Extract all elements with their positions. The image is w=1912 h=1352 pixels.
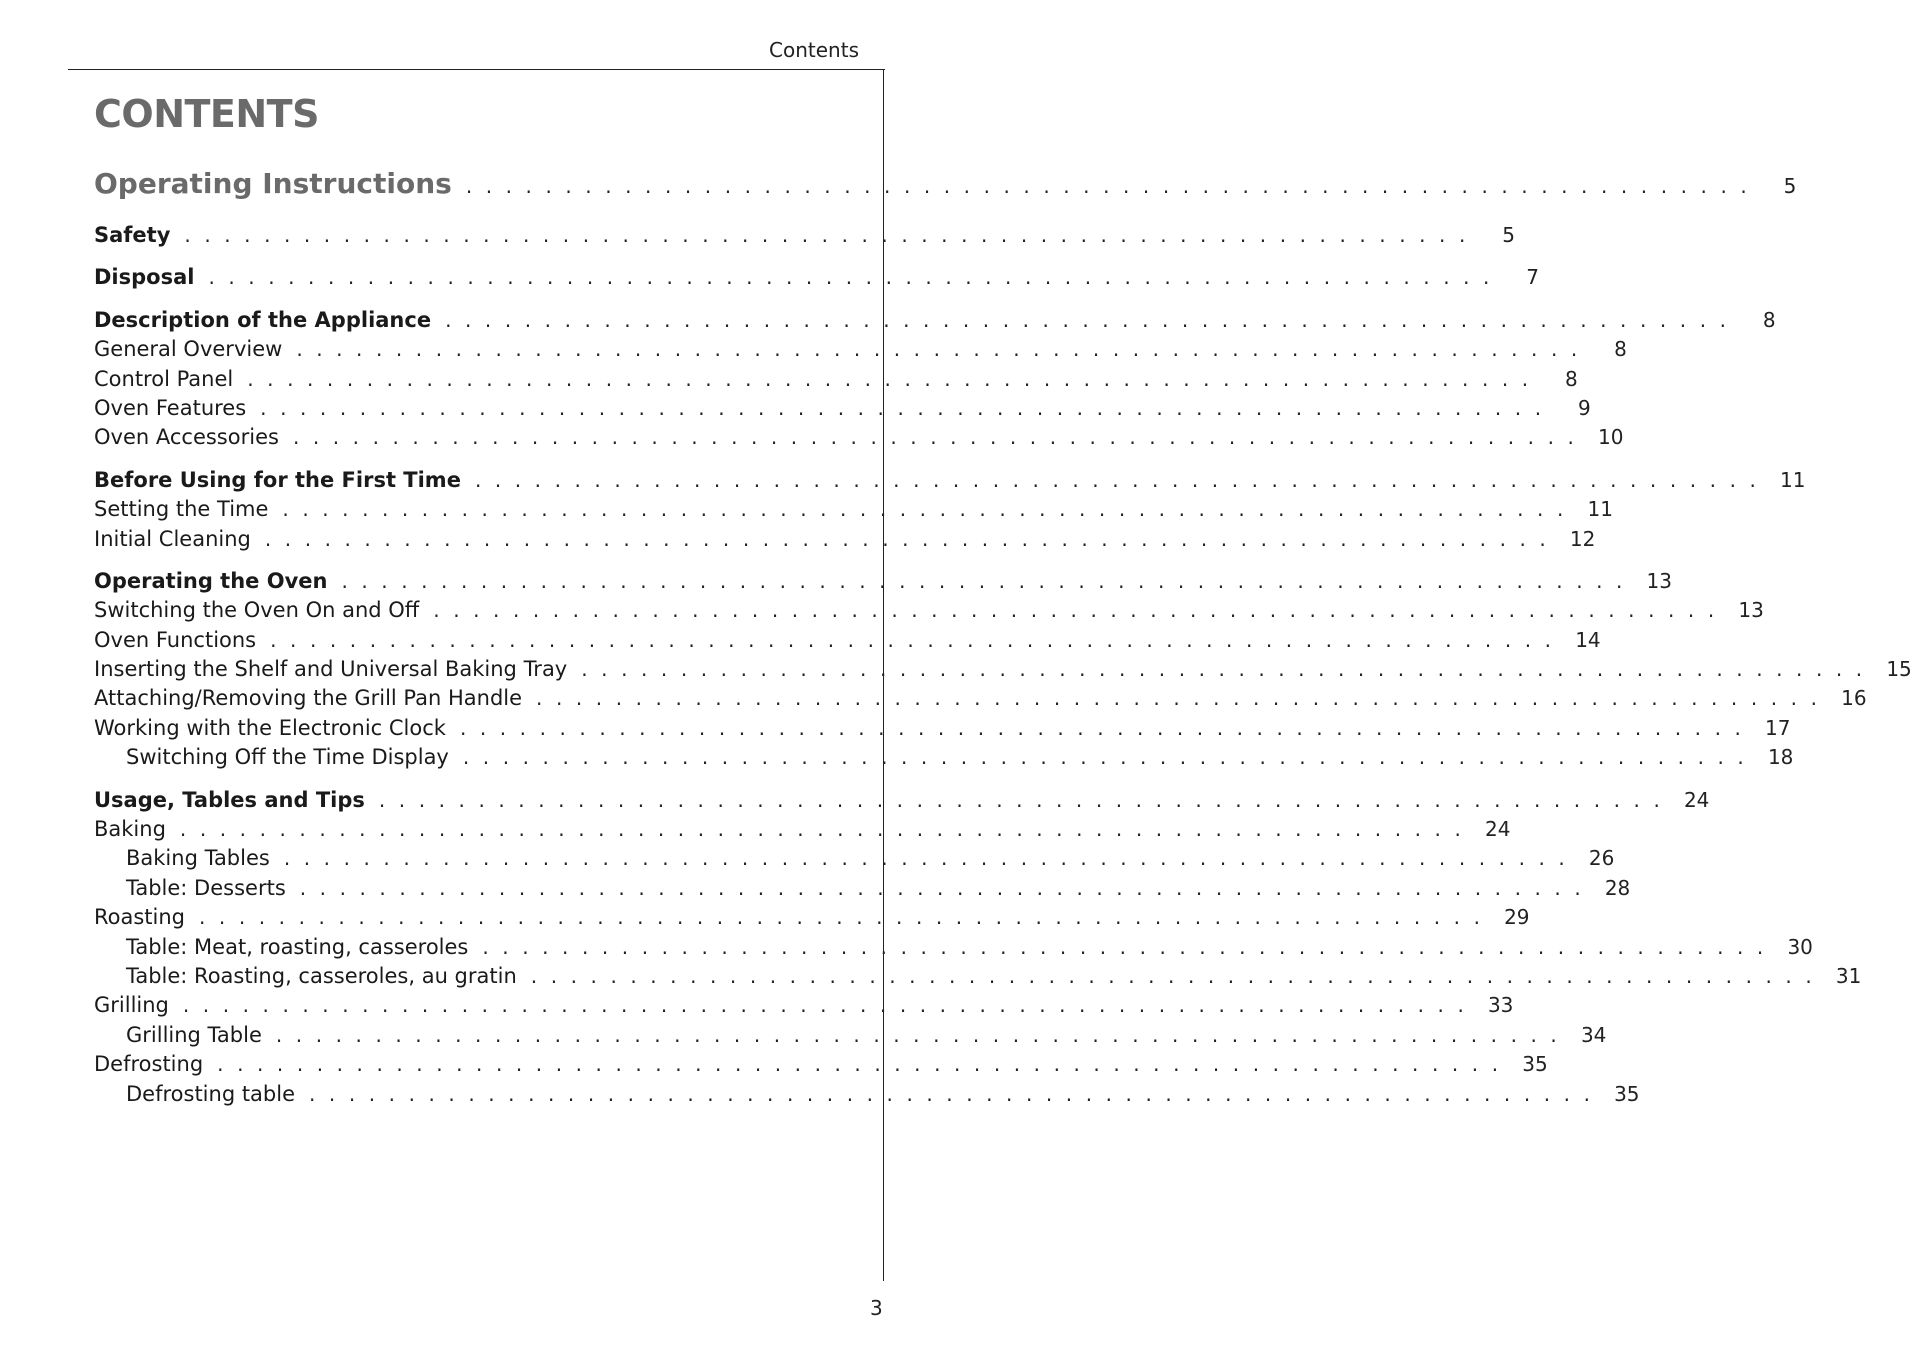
- toc-entry-page: 7: [1526, 265, 1539, 290]
- toc-entry[interactable]: [94, 394, 1591, 423]
- toc-leader-dots: . . . . . . . . . . . . . . . . . . . . . . . . . . . . . . . . . . . . . . . . . . . . . . . . . . . . . . . . . . . . . . . . .: [581, 657, 1866, 682]
- toc-leader-dots: . . . . . . . . . . . . . . . . . . . . . . . . . . . . . . . . . . . . . . . . . . . . . . . . . . . . . . . . . . . . . . . . .: [465, 174, 1751, 198]
- toc-entry-label: Roasting: [94, 905, 186, 930]
- toc-entry-label: Grilling: [94, 993, 169, 1018]
- toc-entry-label: Baking Tables: [126, 846, 270, 871]
- toc-entry[interactable]: [94, 962, 1862, 991]
- toc-entry-page: 13: [1738, 598, 1764, 623]
- toc-entry[interactable]: [94, 684, 1867, 713]
- toc-leader-dots: . . . . . . . . . . . . . . . . . . . . . . . . . . . . . . . . . . . . . . . . . . . . . . . . . . . . . . . . . . . . . . . . .: [184, 223, 1469, 247]
- toc-entry-page: 9: [1577, 395, 1591, 420]
- toc-leader-dots: . . . . . . . . . . . . . . . . . . . . . . . . . . . . . . . . . . . . . . . . . . . . . . . . . . . . . . . . . . . . . . . . .: [536, 686, 1821, 711]
- toc-leader-dots: . . . . . . . . . . . . . . . . . . . . . . . . . . . . . . . . . . . . . . . . . . . . . . . . . . . . . . . . . . . . . . . . .: [292, 425, 1578, 450]
- toc-leader-dots: . . . . . . . . . . . . . . . . . . . . . . . . . . . . . . . . . . . . . . . . . . . . . . . . . . . . . . . . . . . . . . . . .: [299, 875, 1585, 900]
- toc-entry-label: Disposal: [94, 265, 195, 290]
- toc-entry-page: 35: [1614, 1081, 1640, 1106]
- toc-entry[interactable]: [94, 495, 1613, 524]
- toc-leader-dots: . . . . . . . . . . . . . . . . . . . . . . . . . . . . . . . . . . . . . . . . . . . . . . . . . . . . . . . . . . . . . . . . .: [283, 846, 1569, 871]
- page-title: CONTENTS: [94, 92, 319, 136]
- toc-entry-label: Oven Features: [94, 395, 247, 420]
- toc-entry[interactable]: [94, 743, 1794, 772]
- toc-entry-label: Table: Roasting, casseroles, au gratin: [126, 963, 517, 988]
- toc-entry-label: Grilling Table: [126, 1022, 262, 1047]
- toc-entry-label: Operating the Oven: [94, 568, 328, 593]
- toc-entry-label: Description of the Appliance: [94, 307, 432, 332]
- toc-entry-label: Oven Accessories: [94, 425, 279, 450]
- toc-entry[interactable]: [94, 335, 1627, 364]
- toc-entry-page: 18: [1767, 745, 1794, 770]
- toc-leader-dots: . . . . . . . . . . . . . . . . . . . . . . . . . . . . . . . . . . . . . . . . . . . . . . . . . . . . . . . . . . . . . . . . .: [482, 934, 1767, 959]
- toc-section-entry[interactable]: [94, 567, 1672, 596]
- toc-entry-page: 35: [1522, 1052, 1548, 1077]
- toc-leader-dots: . . . . . . . . . . . . . . . . . . . . . . . . . . . . . . . . . . . . . . . . . . . . . . . . . . . . . . . . . . . . . . . . .: [199, 905, 1484, 930]
- toc-entry-page: 15: [1886, 657, 1912, 682]
- toc-leader-dots: . . . . . . . . . . . . . . . . . . . . . . . . . . . . . . . . . . . . . . . . . . . . . . . . . . . . . . . . . . . . . . . . .: [296, 337, 1581, 362]
- toc-entry-label: Operating Instructions: [94, 167, 452, 200]
- running-header: Contents: [769, 38, 859, 62]
- toc-section-entry[interactable]: [94, 466, 1806, 495]
- toc-entry-label: Before Using for the First Time: [94, 467, 461, 492]
- toc-entry-page: 5: [1502, 223, 1515, 247]
- toc-entry-label: Working with the Electronic Clock: [94, 715, 446, 740]
- toc-part-entry[interactable]: [94, 160, 1797, 208]
- toc-entry-label: Switching Off the Time Display: [126, 745, 449, 770]
- toc-section-entry[interactable]: [94, 221, 1515, 250]
- toc-entry-label: Control Panel: [94, 366, 234, 391]
- toc-leader-dots: . . . . . . . . . . . . . . . . . . . . . . . . . . . . . . . . . . . . . . . . . . . . . . . . . . . . . . . . . . . . . . . . .: [260, 395, 1545, 420]
- toc-entry[interactable]: [94, 626, 1601, 655]
- table-of-contents: [94, 160, 1912, 1109]
- toc-entry-label: Switching the Oven On and Off: [94, 598, 420, 623]
- toc-entry-page: 10: [1598, 425, 1624, 450]
- toc-entry-label: Attaching/Removing the Grill Pan Handle: [94, 686, 523, 711]
- toc-entry[interactable]: [94, 655, 1912, 684]
- toc-entry[interactable]: [94, 903, 1530, 932]
- toc-entry[interactable]: [94, 1080, 1640, 1109]
- toc-entry-label: Usage, Tables and Tips: [94, 787, 365, 812]
- toc-entry[interactable]: [94, 874, 1631, 903]
- toc-entry[interactable]: [94, 815, 1511, 844]
- toc-leader-dots: . . . . . . . . . . . . . . . . . . . . . . . . . . . . . . . . . . . . . . . . . . . . . . . . . . . . . . . . . . . . . . . . .: [462, 745, 1748, 770]
- toc-entry[interactable]: [94, 1021, 1607, 1050]
- toc-entry-page: 5: [1783, 174, 1797, 198]
- toc-entry-label: Baking: [94, 817, 166, 842]
- page-number: 3: [870, 1296, 883, 1320]
- toc-leader-dots: . . . . . . . . . . . . . . . . . . . . . . . . . . . . . . . . . . . . . . . . . . . . . . . . . . . . . . . . . . . . . . . . .: [217, 1052, 1502, 1077]
- toc-entry-page: 8: [1565, 366, 1578, 391]
- toc-entry-page: 11: [1780, 467, 1806, 492]
- toc-leader-dots: . . . . . . . . . . . . . . . . . . . . . . . . . . . . . . . . . . . . . . . . . . . . . . . . . . . . . . . . . . . . . . . . .: [247, 366, 1532, 391]
- toc-leader-dots: . . . . . . . . . . . . . . . . . . . . . . . . . . . . . . . . . . . . . . . . . . . . . . . . . . . . . . . . . . . . . . . . .: [341, 568, 1626, 593]
- toc-entry-label: Inserting the Shelf and Universal Baking Tray: [94, 657, 568, 682]
- toc-entry-label: Initial Cleaning: [94, 526, 251, 551]
- toc-leader-dots: . . . . . . . . . . . . . . . . . . . . . . . . . . . . . . . . . . . . . . . . . . . . . . . . . . . . . . . . . . . . . . . . .: [275, 1022, 1561, 1047]
- toc-entry-label: Safety: [94, 223, 171, 247]
- toc-entry-page: 11: [1587, 497, 1613, 522]
- toc-entry-label: Table: Meat, roasting, casseroles: [126, 934, 469, 959]
- toc-entry-label: Setting the Time: [94, 497, 269, 522]
- toc-entry-label: Table: Desserts: [126, 875, 286, 900]
- toc-entry[interactable]: [94, 525, 1596, 554]
- toc-entry-page: 33: [1487, 993, 1514, 1018]
- toc-entry-page: 24: [1683, 787, 1710, 812]
- toc-entry-label: Defrosting: [94, 1052, 204, 1077]
- toc-entry-page: 28: [1604, 875, 1631, 900]
- toc-leader-dots: . . . . . . . . . . . . . . . . . . . . . . . . . . . . . . . . . . . . . . . . . . . . . . . . . . . . . . . . . . . . . . . . .: [208, 265, 1493, 290]
- toc-leader-dots: . . . . . . . . . . . . . . . . . . . . . . . . . . . . . . . . . . . . . . . . . . . . . . . . . . . . . . . . . . . . . . . . .: [309, 1081, 1594, 1106]
- toc-leader-dots: . . . . . . . . . . . . . . . . . . . . . . . . . . . . . . . . . . . . . . . . . . . . . . . . . . . . . . . . . . . . . . . . .: [474, 467, 1760, 492]
- toc-leader-dots: . . . . . . . . . . . . . . . . . . . . . . . . . . . . . . . . . . . . . . . . . . . . . . . . . . . . . . . . . . . . . . . . .: [433, 598, 1718, 623]
- toc-section-entry[interactable]: [94, 786, 1710, 815]
- toc-entry-page: 34: [1580, 1022, 1607, 1047]
- toc-entry-label: Oven Functions: [94, 627, 257, 652]
- toc-entry[interactable]: [94, 365, 1578, 394]
- toc-entry-page: 29: [1504, 905, 1530, 930]
- toc-leader-dots: . . . . . . . . . . . . . . . . . . . . . . . . . . . . . . . . . . . . . . . . . . . . . . . . . . . . . . . . . . . . . . . . .: [282, 497, 1567, 522]
- toc-entry[interactable]: [94, 423, 1624, 452]
- toc-leader-dots: . . . . . . . . . . . . . . . . . . . . . . . . . . . . . . . . . . . . . . . . . . . . . . . . . . . . . . . . . . . . . . . . .: [182, 993, 1468, 1018]
- toc-entry[interactable]: [94, 844, 1615, 873]
- toc-entry-page: 8: [1614, 337, 1627, 362]
- toc-leader-dots: . . . . . . . . . . . . . . . . . . . . . . . . . . . . . . . . . . . . . . . . . . . . . . . . . . . . . . . . . . . . . . . . .: [530, 963, 1816, 988]
- toc-entry[interactable]: [94, 1050, 1548, 1079]
- toc-entry-page: 12: [1569, 526, 1596, 551]
- toc-leader-dots: . . . . . . . . . . . . . . . . . . . . . . . . . . . . . . . . . . . . . . . . . . . . . . . . . . . . . . . . . . . . . . . . .: [270, 627, 1555, 652]
- toc-entry-page: 26: [1588, 846, 1615, 871]
- toc-leader-dots: . . . . . . . . . . . . . . . . . . . . . . . . . . . . . . . . . . . . . . . . . . . . . . . . . . . . . . . . . . . . . . . . .: [445, 307, 1730, 332]
- toc-entry-page: 16: [1841, 686, 1867, 711]
- toc-entry[interactable]: [94, 714, 1791, 743]
- toc-entry-page: 13: [1646, 568, 1672, 593]
- toc-entry[interactable]: [94, 933, 1813, 962]
- toc-entry[interactable]: [94, 991, 1514, 1020]
- toc-leader-dots: . . . . . . . . . . . . . . . . . . . . . . . . . . . . . . . . . . . . . . . . . . . . . . . . . . . . . . . . . . . . . . . . .: [378, 787, 1664, 812]
- toc-entry-page: 24: [1484, 817, 1511, 842]
- toc-entry-page: 31: [1835, 963, 1862, 988]
- toc-entry-page: 30: [1787, 934, 1813, 959]
- toc-leader-dots: . . . . . . . . . . . . . . . . . . . . . . . . . . . . . . . . . . . . . . . . . . . . . . . . . . . . . . . . . . . . . . . . .: [179, 817, 1465, 842]
- toc-entry-page: 14: [1575, 627, 1601, 652]
- toc-entry-page: 17: [1765, 715, 1791, 740]
- toc-entry[interactable]: [94, 596, 1764, 625]
- header-rule: [68, 69, 885, 70]
- toc-leader-dots: . . . . . . . . . . . . . . . . . . . . . . . . . . . . . . . . . . . . . . . . . . . . . . . . . . . . . . . . . . . . . . . . .: [264, 526, 1550, 551]
- toc-section-entry[interactable]: [94, 306, 1776, 335]
- toc-entry-label: General Overview: [94, 337, 283, 362]
- toc-entry-page: 8: [1762, 307, 1776, 332]
- toc-leader-dots: . . . . . . . . . . . . . . . . . . . . . . . . . . . . . . . . . . . . . . . . . . . . . . . . . . . . . . . . . . . . . . . . .: [459, 715, 1745, 740]
- toc-section-entry[interactable]: [94, 263, 1539, 292]
- toc-entry-label: Defrosting table: [126, 1081, 296, 1106]
